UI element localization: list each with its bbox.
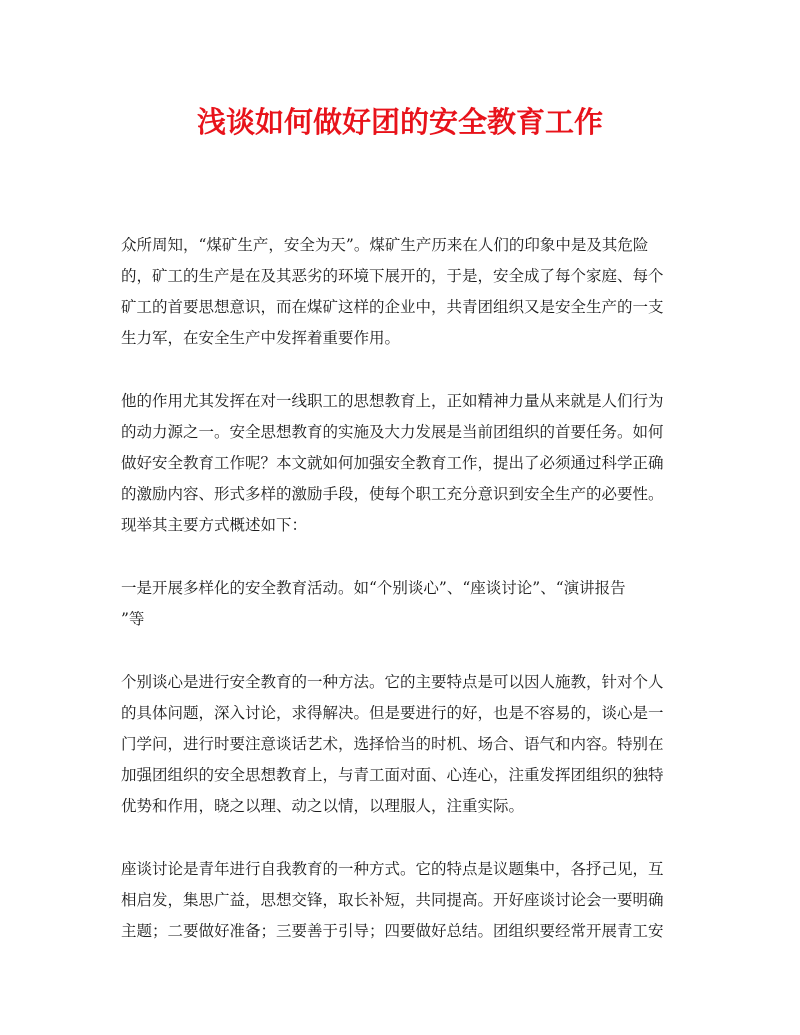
paragraph-line: 矿工的首要思想意识，而在煤矿这样的企业中，共青团组织又是安全生产的一支 [121, 298, 664, 316]
paragraph-line: 个别谈心是进行安全教育的一种方法。它的主要特点是可以因人施教，针对个人 [121, 673, 664, 691]
paragraph-line: 的激励内容、形式多样的激励手段，使每个职工充分意识到安全生产的必要性。 [121, 485, 664, 503]
paragraph-line: 优势和作用，晓之以理、动之以情，以理服人，注重实际。 [121, 797, 525, 815]
paragraph-line: 加强团组织的安全思想教育上，与青工面对面、心连心，注重发挥团组织的独特 [121, 766, 664, 784]
paragraph-line: 的具体问题，深入讨论，求得解决。但是要进行的好，也是不容易的，谈心是一 [121, 704, 664, 722]
paragraph [121, 573, 681, 635]
paragraph [121, 854, 681, 947]
paragraph-line: 他的作用尤其发挥在对一线职工的思想教育上，正如精神力量从来就是人们行为 [121, 392, 664, 410]
paragraph-line: 生力军，在安全生产中发挥着重要作用。 [121, 329, 401, 347]
paragraph-line: ”等 [121, 610, 145, 628]
paragraph-line: 主题；二要做好准备；三要善于引导；四要做好总结。团组织要经常开展青工安 [121, 922, 664, 940]
paragraph-line: 的，矿工的生产是在及其恶劣的环境下展开的，于是，安全成了每个家庭、每个 [121, 267, 664, 285]
paragraph [121, 667, 681, 822]
paragraph-line: 相启发，集思广益，思想交锋，取长补短，共同提高。开好座谈讨论会一要明确 [121, 891, 664, 909]
paragraph-line: 做好安全教育工作呢？本文就如何加强安全教育工作，提出了必须通过科学正确 [121, 454, 664, 472]
paragraph-line: 座谈讨论是青年进行自我教育的一种方式。它的特点是议题集中，各抒己见，互 [121, 860, 664, 878]
paragraph-line: 的动力源之一。安全思想教育的实施及大力发展是当前团组织的首要任务。如何 [121, 423, 664, 441]
document-body [121, 230, 681, 979]
paragraph-line: 一是开展多样化的安全教育活动。如“个别谈心”、“座谈讨论”、“演讲报告 [121, 579, 626, 597]
paragraph [121, 386, 681, 541]
paragraph-line: 门学问，进行时要注意谈话艺术，选择恰当的时机、场合、语气和内容。特别在 [121, 735, 664, 753]
paragraph-line: 众所周知，“煤矿生产，安全为天”。煤矿生产历来在人们的印象中是及其危险 [121, 236, 649, 254]
document-title: 浅谈如何做好团的安全教育工作 [196, 105, 603, 139]
paragraph-line: 现举其主要方式概述如下： [121, 516, 308, 534]
paragraph [121, 230, 681, 354]
